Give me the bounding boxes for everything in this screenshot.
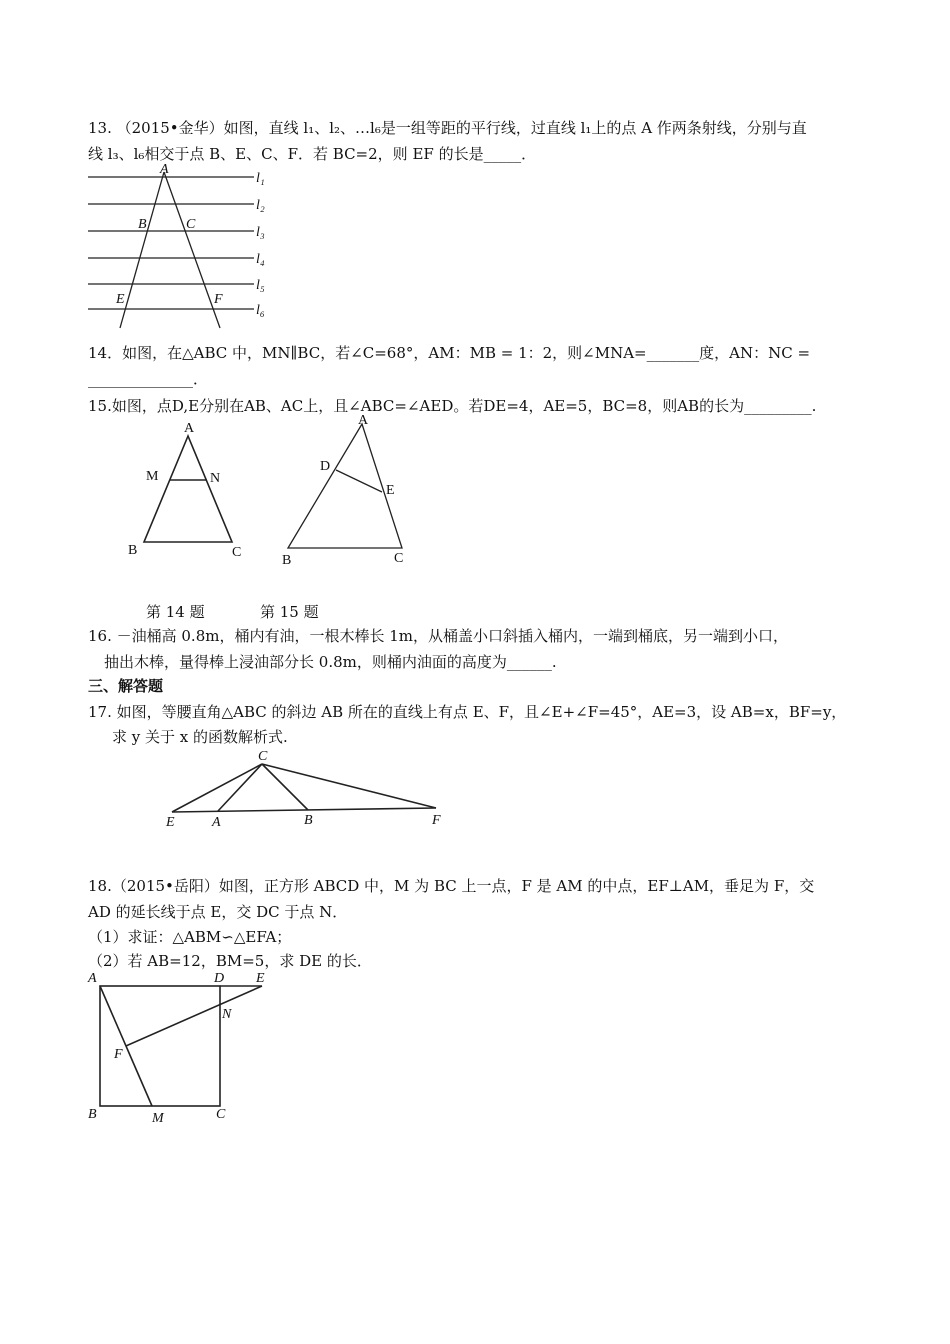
q14-caption: 第 14 题 bbox=[146, 603, 205, 621]
q18-text-line1: 18.（2015•岳阳）如图，正方形 ABCD 中，M 为 BC 上一点，F 是 AM 的中点，EF⊥AM，垂足为 F，交 bbox=[88, 877, 815, 895]
q13-text-line1: 13. （2015•金华）如图，直线 l₁、l₂、…l₆是一组等距的平行线，过直线 l₁上的点 A 作两条射线，分别与直 bbox=[88, 119, 807, 137]
label-l2: l₂ bbox=[256, 198, 265, 213]
label-e: E bbox=[386, 483, 395, 498]
q18-part1: （1）求证：△ABM∽△EFA； bbox=[88, 928, 292, 946]
label-n: N bbox=[222, 1007, 232, 1022]
label-l1: l₁ bbox=[256, 171, 265, 186]
q15-figure bbox=[278, 412, 418, 572]
label-m: M bbox=[152, 1111, 164, 1126]
label-e: E bbox=[166, 815, 175, 830]
label-c: C bbox=[394, 551, 404, 566]
q17-text-line2: 求 y 关于 x 的函数解析式. bbox=[112, 728, 288, 746]
label-e: E bbox=[256, 971, 265, 986]
label-d: D bbox=[320, 459, 331, 474]
label-b: B bbox=[304, 813, 313, 828]
q15-caption: 第 15 题 bbox=[260, 603, 319, 621]
square-abcd bbox=[100, 986, 220, 1106]
label-c: C bbox=[232, 545, 242, 560]
triangle-abc bbox=[288, 424, 402, 548]
q17-figure bbox=[160, 746, 460, 836]
triangle-abc bbox=[144, 436, 232, 542]
q15-text-line1: 15.如图，点D,E分别在AB、AC上，且∠ABC=∠AED。若DE=4，AE=5，BC=8，则AB的长为_________. bbox=[88, 397, 817, 415]
ray-ae bbox=[120, 172, 164, 328]
ray-af bbox=[164, 172, 220, 328]
label-c: C bbox=[186, 217, 196, 232]
label-l5: l₅ bbox=[256, 278, 265, 293]
q14-text-line1: 14．如图，在△ABC 中，MN∥BC，若∠C=68°，AM：MB = 1：2，则∠MNA=_______度，AN：NC = bbox=[88, 344, 811, 362]
label-d: D bbox=[214, 971, 225, 986]
label-b: B bbox=[282, 553, 292, 568]
label-n: N bbox=[210, 471, 221, 486]
label-l3: l₃ bbox=[256, 225, 265, 240]
q17-text-line1: 17. 如图，等腰直角△ABC 的斜边 AB 所在的直线上有点 E、F，且∠E+∠F=45°，AE=3，设 AB=x，BF=y， bbox=[88, 703, 847, 721]
label-f: F bbox=[432, 813, 441, 828]
section-heading-3: 三、解答题 bbox=[88, 677, 164, 695]
label-b: B bbox=[88, 1107, 97, 1122]
q13-text-line2: 线 l₃、l₆相交于点 B、E、C、F．若 BC=2，则 EF 的长是_____． bbox=[88, 145, 537, 163]
segment-fe bbox=[126, 986, 262, 1046]
label-a: A bbox=[358, 413, 369, 428]
q14-text-line2: ______________． bbox=[88, 370, 209, 388]
label-c: C bbox=[258, 749, 268, 764]
q16-text-line2: 抽出木棒，量得棒上浸油部分长 0.8m，则桶内油面的高度为______. bbox=[104, 653, 557, 671]
label-a: A bbox=[184, 421, 195, 436]
label-e: E bbox=[116, 292, 125, 307]
segment-cf bbox=[262, 764, 436, 808]
label-a: A bbox=[88, 971, 97, 986]
label-c: C bbox=[216, 1107, 226, 1122]
q18-part2: （2）若 AB=12，BM=5，求 DE 的长． bbox=[88, 952, 372, 970]
line-ef bbox=[172, 808, 436, 812]
label-l6: l₆ bbox=[256, 303, 265, 318]
q13-figure bbox=[84, 162, 284, 332]
segment-de bbox=[336, 470, 382, 492]
q18-figure bbox=[82, 966, 282, 1131]
label-f: F bbox=[214, 292, 223, 307]
label-b: B bbox=[128, 543, 138, 558]
q14-figure bbox=[120, 418, 260, 563]
q18-text-line2: AD 的延长线于点 E，交 DC 于点 N． bbox=[88, 903, 348, 921]
label-m: M bbox=[146, 469, 159, 484]
segment-ac bbox=[218, 764, 262, 811]
q16-text-line1: 16. －油桶高 0.8m，桶内有油，一根木棒长 1m，从桶盖小口斜插入桶内，一端到桶底，另一端到小口， bbox=[88, 627, 789, 645]
label-f: F bbox=[114, 1047, 123, 1062]
label-a: A bbox=[212, 815, 221, 830]
label-b: B bbox=[138, 217, 147, 232]
segment-bc bbox=[262, 764, 308, 810]
segment-ec bbox=[172, 764, 262, 812]
label-a: A bbox=[160, 162, 169, 177]
label-l4: l₄ bbox=[256, 252, 265, 267]
